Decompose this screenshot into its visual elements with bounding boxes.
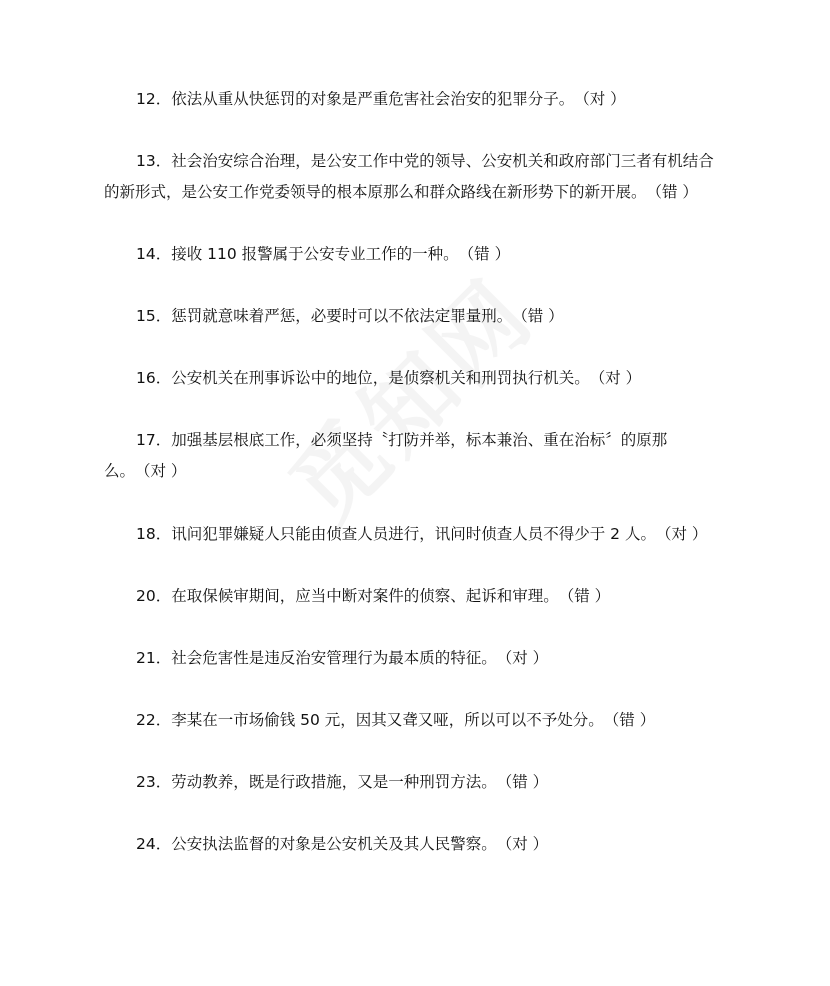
question-16 (104, 363, 726, 394)
question-text: 14．接收 110 报警属于公安专业工作的一种。 （错 ） (136, 245, 511, 263)
question-text: 21．社会危害性是违反治安管理行为最本质的特征。 （对 ） (136, 649, 549, 667)
question-23 (104, 767, 726, 798)
question-21 (104, 643, 726, 674)
question-text: 15．惩罚就意味着严惩，必要时可以不依法定罪量刑。 （错 ） (136, 307, 564, 325)
question-text-continued: 的新形式，是公安工作党委领导的根本原那么和群众路线在新形势下的新开展。 （错 ） (104, 183, 698, 201)
question-text-continued: 么。 （对 ） (104, 462, 187, 480)
question-text: 22．李某在一市场偷钱 50 元，因其又聋又哑，所以可以不予处分。 （错 ） (136, 711, 656, 729)
question-text: 16．公安机关在刑事诉讼中的地位，是侦察机关和刑罚执行机关。 （对 ） (136, 369, 642, 387)
question-text: 20．在取保候审期间，应当中断对案件的侦察、起诉和审理。 （错 ） (136, 587, 611, 605)
question-18 (104, 519, 726, 550)
question-12 (104, 84, 726, 115)
question-text: 12．依法从重从快惩罚的对象是严重危害社会治安的犯罪分子。 （对 ） (136, 90, 626, 108)
question-17 (104, 425, 726, 487)
question-20 (104, 581, 726, 612)
question-text: 24．公安执法监督的对象是公安机关及其人民警察。 （对 ） (136, 835, 549, 853)
question-text: 13．社会治安综合治理，是公安工作中党的领导、公安机关和政府部门三者有机结合 (136, 152, 714, 170)
question-24 (104, 829, 726, 860)
question-text: 23．劳动教养，既是行政措施，又是一种刑罚方法。 （错 ） (136, 773, 549, 791)
question-15 (104, 301, 726, 332)
question-text: 17．加强基层根底工作，必须坚持〝打防并举，标本兼治、重在治标〞的原那 (136, 431, 668, 449)
watermark (256, 245, 557, 546)
question-22 (104, 705, 726, 736)
question-14 (104, 239, 726, 270)
question-text: 18．讯问犯罪嫌疑人只能由侦查人员进行，讯问时侦查人员不得少于 2 人。 （对 ） (136, 525, 708, 543)
question-13 (104, 146, 726, 208)
